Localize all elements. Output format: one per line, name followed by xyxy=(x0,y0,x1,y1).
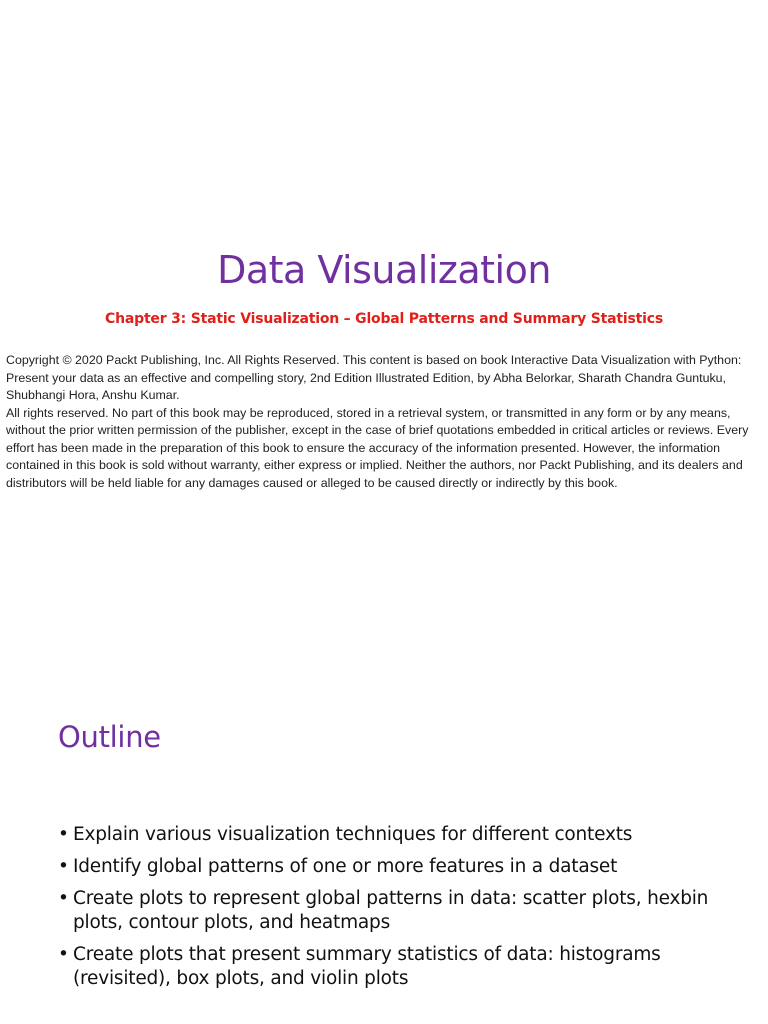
copyright-paragraph-2: All rights reserved. No part of this book may be reproduced, stored in a retrieval system, or transmitted in any form or by any means, without the prior written permission of the publisher, except in the case of brief quotations embedded in critical articles or reviews. Every effort has been made in the preparation of this book to ensure the accuracy of the information presented. However, the information contained in this book is sold without warranty, either express or implied. Neither the authors, nor Packt Publishing, and its dealers and distributors will be held liable for any damages caused or alleged to be caused directly or indirectly by this book. xyxy=(6,405,749,490)
list-item-text: Create plots to represent global patterns in data: scatter plots, hexbin plots, contour plots, and heatmaps xyxy=(73,888,709,933)
bullet-icon: • xyxy=(58,944,69,965)
bullet-icon: • xyxy=(58,824,69,845)
list-item xyxy=(58,855,748,879)
list-item-text: Explain various visualization techniques for different contexts xyxy=(73,824,633,845)
list-item xyxy=(58,943,748,991)
outline-slide xyxy=(0,640,768,1024)
slide-title: Data Visualization xyxy=(217,248,551,292)
outline-list xyxy=(58,823,748,999)
list-item-text: Identify global patterns of one or more features in a dataset xyxy=(73,856,618,877)
copyright-notice xyxy=(6,352,768,492)
copyright-paragraph-1: Copyright © 2020 Packt Publishing, Inc. All Rights Reserved. This content is based on book Interactive Data Visualization with Python: Present your data as an effective and compelling story, 2nd Edition Illustrated Edition, by Abha Belorkar, Sharath Chandra Guntuku, Shubhangi Hora, Anshu Kumar. xyxy=(6,353,742,402)
bullet-icon: • xyxy=(58,856,69,877)
list-item xyxy=(58,823,748,847)
list-item-text: Create plots that present summary statistics of data: histograms (revisited), box plots, and violin plots xyxy=(73,944,661,989)
outline-title: Outline xyxy=(58,720,161,754)
list-item xyxy=(58,887,748,935)
chapter-subtitle: Chapter 3: Static Visualization – Global Patterns and Summary Statistics xyxy=(105,311,663,327)
bullet-icon: • xyxy=(58,888,69,909)
